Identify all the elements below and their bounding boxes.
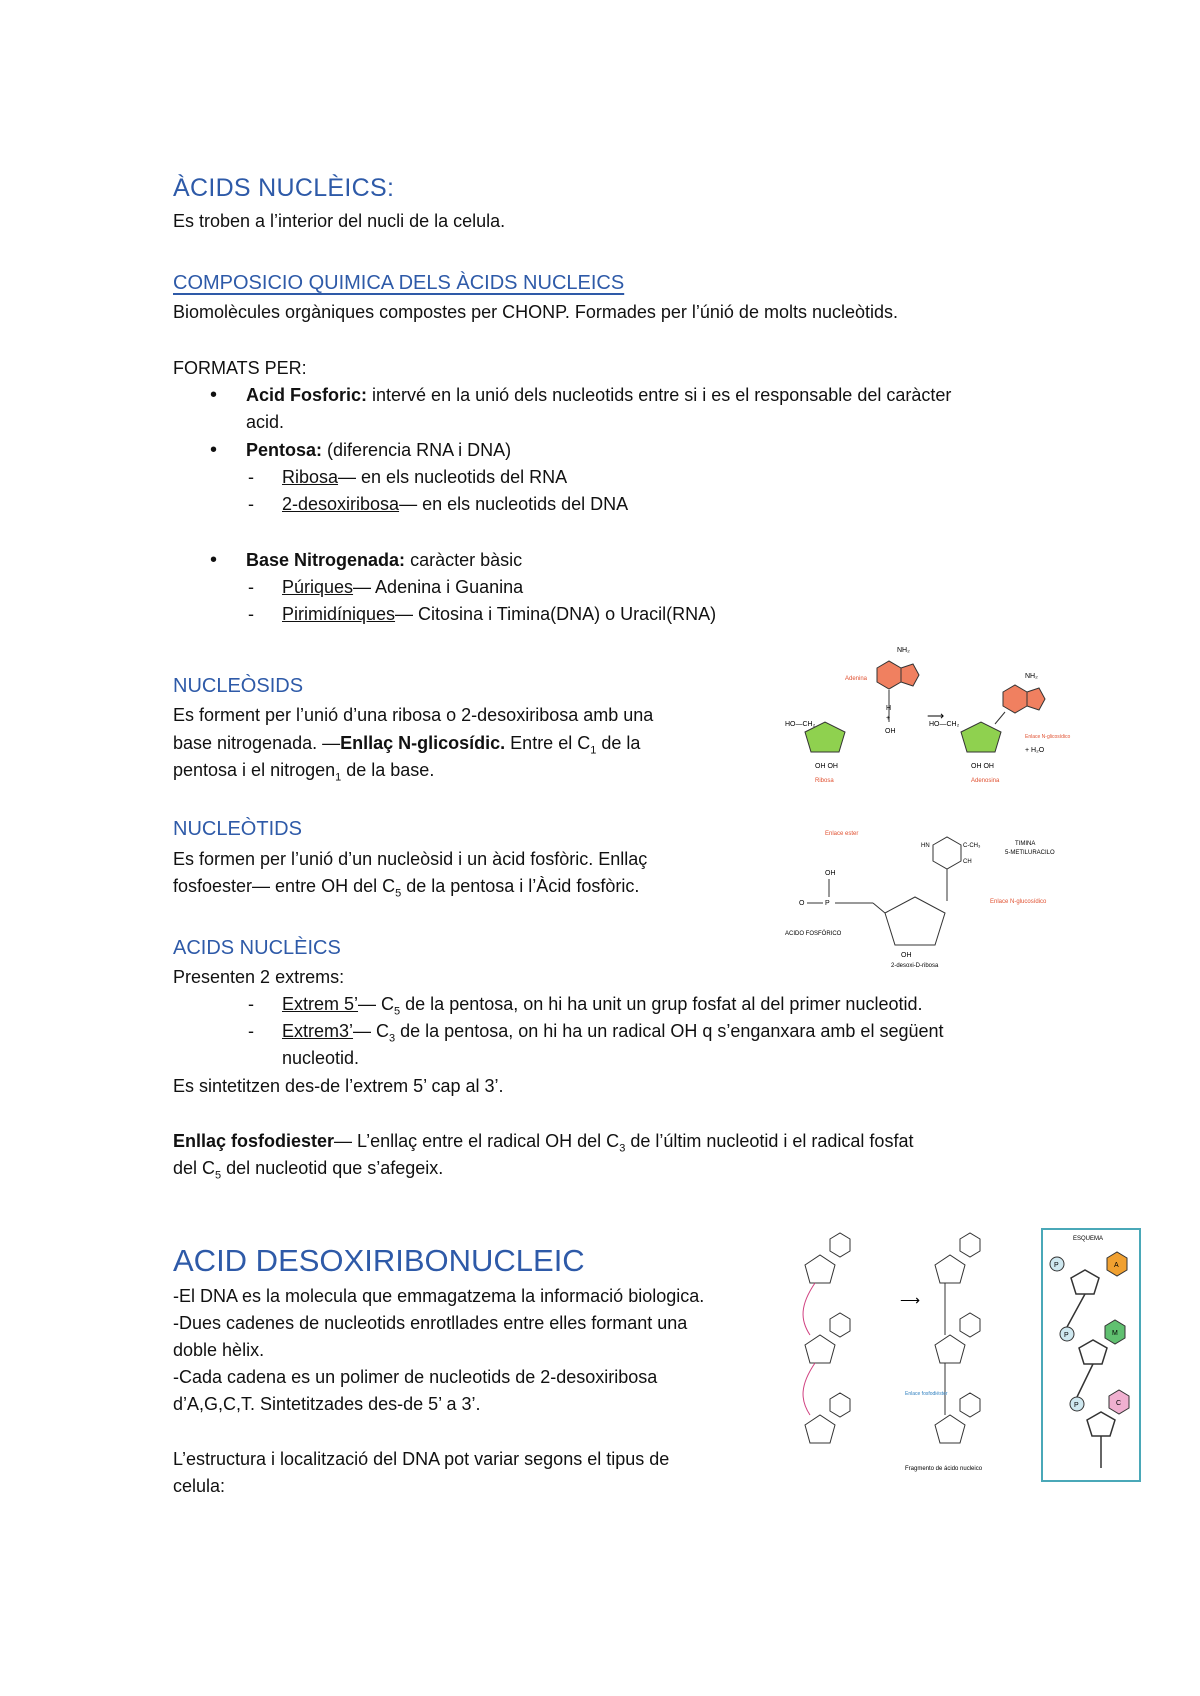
puriques-label: Púriques: [282, 577, 354, 597]
svg-text:M: M: [1112, 1330, 1118, 1337]
dna-line7: celula:: [173, 1476, 226, 1496]
nucleotide-figure: [785, 805, 1095, 970]
svg-text:H: H: [886, 705, 892, 712]
extrem5-item: - Extrem 5’— $C_5$ de la pentosa, on hi ha unit un grup fosfat al del primer nucleotid.: [248, 994, 923, 1018]
nucleosids-heading: NUCLEÒSIDS: [173, 675, 304, 697]
dna-line3: doble hèlix.: [173, 1340, 265, 1360]
svg-text:HN: HN: [921, 843, 930, 849]
acid-fosforic-item: [246, 382, 951, 409]
svg-text:Enlace N-glucosídico: Enlace N-glucosídico: [990, 899, 1047, 905]
pirimidiniques-item: - Pirimidíniques— Citosina i Timina(DNA) o Uracil(RNA): [248, 604, 717, 624]
acid-fosforic-text: intervé en la unió dels nucleotids entre si i es el responsable del caràcter: [372, 385, 952, 405]
extrem3-cont: nucleotid.: [282, 1048, 360, 1068]
fosfodiester-line1: Enllaç fosfodiester— L’enllaç entre el radical OH del $C_3$ de l’últim nucleotid i el radical fosfat: [173, 1131, 914, 1155]
page-title: ÀCIDS NUCLÈICS:: [173, 174, 395, 202]
svg-text:+: +: [886, 715, 891, 722]
svg-text:NH₂: NH₂: [1025, 673, 1038, 680]
pirimidiniques-label: Pirimidíniques: [282, 604, 396, 624]
svg-text:CH: CH: [963, 859, 972, 865]
svg-text:2-desoxi-D-ribosa: 2-desoxi-D-ribosa: [891, 963, 939, 969]
svg-text:Adenina: Adenina: [845, 676, 868, 682]
svg-text:C-CH₃: C-CH₃: [963, 843, 981, 849]
composicio-text: Biomolècules orgàniques compostes per CHONP. Formades per l’únió de molts nucleòtids.: [173, 302, 899, 322]
ribosa-text: — en els nucleotids del RNA: [338, 467, 568, 487]
composicio-heading: COMPOSICIO QUIMICA DELS ÀCIDS NUCLEICS: [173, 272, 625, 294]
ribose-molecule-1: [785, 721, 845, 784]
svg-text:P: P: [825, 900, 830, 907]
nucleosids-line3: pentosa i el nitrogen$_1$ de la base.: [173, 760, 435, 784]
pentosa-text: (diferencia RNA i DNA): [327, 440, 512, 460]
base-title: Base Nitrogenada:: [246, 550, 406, 570]
svg-text:Enlace N-glicosídico: Enlace N-glicosídico: [1025, 734, 1071, 740]
svg-text:NH₂: NH₂: [897, 647, 910, 654]
pirimidiniques-text: — Citosina i Timina(DNA) o Uracil(RNA): [395, 604, 717, 624]
acids-direction: Es sintetitzen des-de l’extrem 5’ cap al 3’.: [173, 1076, 504, 1096]
svg-text:P: P: [1074, 1402, 1079, 1409]
svg-text:HO—CH₂: HO—CH₂: [929, 721, 960, 728]
dna-line4: -Cada cadena es un polimer de nucleotids de 2-desoxiribosa: [173, 1367, 658, 1387]
svg-text:Adenosina: Adenosina: [971, 778, 1000, 784]
puriques-text: — Adenina i Guanina: [353, 577, 524, 597]
adenosine-molecule: [929, 673, 1071, 784]
acids-heading: ACIDS NUCLÈICS: [173, 937, 341, 959]
svg-text:TIMINA: TIMINA: [1015, 841, 1036, 847]
nucleic-acid-fragment-figure: [785, 1225, 1015, 1485]
dna-heading: ACID DESOXIRIBONUCLEIC: [173, 1243, 585, 1278]
svg-text:OH OH: OH OH: [815, 763, 838, 770]
base-text: caràcter bàsic: [410, 550, 523, 570]
svg-text:⟶: ⟶: [927, 709, 945, 723]
phosphate-group: [785, 870, 873, 937]
desoxiribosa-item: - 2-desoxiribosa— en els nucleotids del DNA: [248, 494, 629, 514]
right-strand: [905, 1233, 980, 1443]
svg-text:HO—CH₂: HO—CH₂: [785, 721, 816, 728]
svg-text:Enlace ester: Enlace ester: [825, 831, 859, 837]
ribosa-label: Ribosa: [282, 467, 339, 487]
dna-line5: d’A,G,C,T. Sintetitzades des-de 5’ a 3’.: [173, 1394, 481, 1414]
fosfodiester-title: Enllaç fosfodiester: [173, 1131, 335, 1151]
svg-text:ACIDO FOSFÓRICO: ACIDO FOSFÓRICO: [785, 931, 842, 937]
svg-text:Ribosa: Ribosa: [815, 778, 834, 784]
left-strand: [803, 1233, 850, 1443]
nucleosids-line2: base nitrogenada. —Enllaç N-glicosídic. Entre el $C_1$ de la: [173, 733, 641, 757]
nucleotids-line1: Es formen per l’unió d’un nucleòsid i un àcid fosfòric. Enllaç: [173, 849, 648, 869]
svg-text:O: O: [799, 900, 805, 907]
pentosa-item: [246, 437, 511, 464]
acids-line1: Presenten 2 extrems:: [173, 967, 345, 987]
adenine-molecule-1: [845, 647, 919, 689]
svg-text:OH: OH: [825, 870, 836, 877]
acid-fosforic-text-cont: acid.: [246, 412, 285, 432]
intro-text: Es troben a l’interior del nucli de la celula.: [173, 211, 506, 231]
extrem3-item: - Extrem3’— $C_3$ de la pentosa, on hi ha un radical OH q s’enganxara amb el següent: [248, 1021, 944, 1045]
svg-text:P: P: [1064, 1332, 1069, 1339]
dna-line2: -Dues cadenes de nucleotids enrotllades entre elles formant una: [173, 1313, 688, 1333]
base-item: [246, 547, 522, 574]
desoxiribosa-label: 2-desoxiribosa: [282, 494, 400, 514]
pentosa-title: Pentosa:: [246, 440, 323, 460]
svg-text:OH: OH: [901, 952, 912, 959]
fosfodiester-line2: del $C_5$ del nucleotid que s’afegeix.: [173, 1158, 444, 1182]
n-glicosidic-bond: Enllaç N-glicosídic.: [340, 733, 506, 753]
formats-label: FORMATS PER:: [173, 358, 307, 378]
svg-text:5-METILURACILO: 5-METILURACILO: [1005, 850, 1055, 856]
puriques-item: - Púriques— Adenina i Guanina: [248, 577, 524, 597]
nucleoside-formation-figure: [785, 640, 1095, 800]
svg-text:Enlace fosfodiéster: Enlace fosfodiéster: [905, 1391, 948, 1397]
svg-text:OH: OH: [885, 728, 896, 735]
svg-text:⟶: ⟶: [900, 1292, 921, 1308]
nucleosids-line1: Es forment per l’unió d’una ribosa o 2-desoxiribosa amb una: [173, 705, 654, 725]
dna-schematic-figure: [1041, 1228, 1141, 1483]
nucleotids-line2: fosfoester— entre OH del $C_5$ de la pentosa i l’Àcid fosfòric.: [173, 876, 640, 900]
acid-fosforic-title: Acid Fosforic:: [246, 385, 368, 405]
dna-line6: L’estructura i localització del DNA pot variar segons el tipus de: [173, 1449, 670, 1469]
dna-line1: -El DNA es la molecula que emmagatzema la informació biologica.: [173, 1286, 705, 1306]
thymine-ring: [921, 837, 1055, 869]
svg-text:OH OH: OH OH: [971, 763, 994, 770]
extrem3-label: Extrem3’: [282, 1021, 354, 1041]
svg-text:ESQUEMA: ESQUEMA: [1073, 1236, 1104, 1242]
svg-text:A: A: [1114, 1262, 1119, 1269]
svg-text:Fragmento de ácido nucleico: Fragmento de ácido nucleico: [905, 1466, 983, 1472]
ribosa-item: - Ribosa— en els nucleotids del RNA: [248, 467, 568, 487]
desoxiribosa-text: — en els nucleotids del DNA: [399, 494, 629, 514]
svg-text:P: P: [1054, 1262, 1059, 1269]
svg-text:+ H₂O: + H₂O: [1025, 747, 1045, 754]
nucleotids-heading: NUCLEÒTIDS: [173, 818, 302, 840]
extrem5-label: Extrem 5’: [282, 994, 359, 1014]
svg-text:C: C: [1116, 1400, 1122, 1407]
